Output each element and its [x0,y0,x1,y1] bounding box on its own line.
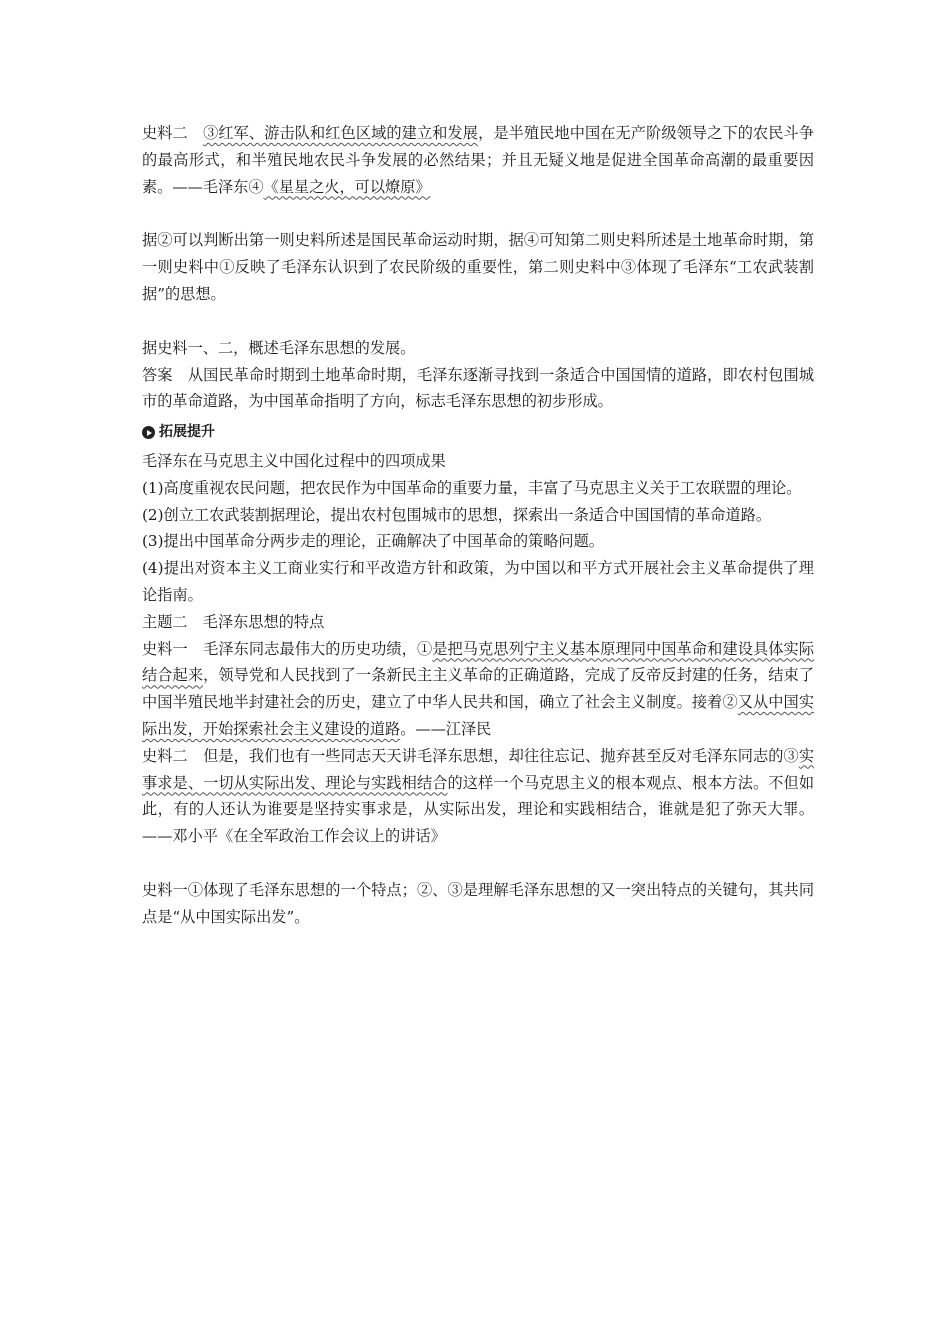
source-label: 史料二 [142,124,204,142]
tuozhan-label: 拓展提升 [159,424,215,441]
source-label: 史料二 [142,746,204,765]
achievements-title: 毛泽东在马克思主义中国化过程中的四项成果 [142,451,446,470]
underlined-phrase: 又从中国实际出发，开始探索社会主义建设的道路 [142,693,815,738]
analysis-paragraph-1: 据②可以判断出第一则史料所述是国民革命运动时期，据④可知第二则史料所述是土地革命时期，第一则史料中①反映了毛泽东认识到了农民阶级的重要性，第二则史料中③体现了毛泽东“工农武装割据”的思想。 [142,231,814,303]
tuozhan-heading [142,419,814,446]
source-passage-1 [142,636,814,743]
achievement-item: (1)高度重视农民问题，把农民作为中国革命的重要力量，丰富了马克思主义关于工农联盟的理论。 [142,478,802,497]
underlined-phrase: 实事求是、一切从实际出发、理论与实践相结合 [142,746,815,792]
theme-heading: 主题二 毛泽东思想的特点 [142,612,325,631]
source-passage-2-block [142,120,814,200]
play-circle-icon [142,426,155,439]
source-passage-2 [142,743,814,850]
source-text: ，是半殖民地中国在无产阶级领导之下的农民斗争的最高形式，和半殖民地农民斗争发展的必然结果；并且无疑义地是促进全国革命高潮的最重要因素。——毛泽东④ [142,124,815,196]
achievement-item: (3)提出中国革命分两步走的理论，正确解决了中国革命的策略问题。 [142,532,604,551]
source-text: 但是，我们也有一些同志天天讲毛泽东思想，却往往忘记、抛弃甚至反对毛泽东同志的③ [203,746,799,765]
analysis-paragraph-2: 史料一①体现了毛泽东思想的一个特点；②、③是理解毛泽东思想的又一突出特点的关键句，其共同点是“从中国实际出发”。 [142,880,814,926]
source-text: ，领导党和人民找到了一条新民主主义革命的正确道路，完成了反帝反封建的任务，结束了中国半殖民地半封建社会的历史，建立了中华人民共和国，确立了社会主义制度。接着② [142,666,815,712]
source-text: 。——江泽民 [400,719,492,738]
source-text: 毛泽东同志最伟大的历史功绩，① [203,639,433,658]
achievement-item: (4)提出对资本主义工商业实行和平改造方针和政策，为中国以和平方式开展社会主义革命提供了理论指南。 [142,559,814,604]
question-text: 据史料一、二，概述毛泽东思想的发展。 [142,338,416,357]
achievement-item: (2)创立工农武装割据理论，提出农村包围城市的思想，探索出一条适合中国国情的革命道路。 [142,505,772,524]
document-body [142,120,814,931]
source-label: 史料一 [142,639,204,658]
source-text: 的这样一个马克思主义的根本观点、根本方法。不但如此，有的人还认为谁要是坚持实事求是，从实际出发，理论和实践相结合，谁就是犯了弥天大罪。——邓小平《在全军政治工作会议上的讲话》 [142,773,815,846]
underlined-phrase: ③红军、游击队和红色区域的建立和发展 [203,124,479,142]
underlined-citation: 《星星之火，可以燎原》 [263,177,431,196]
answer-text: 答案 从国民革命时期到土地革命时期，毛泽东逐渐寻找到一条适合中国国情的道路，即农村包围城市的革命道路，为中国革命指明了方向，标志毛泽东思想的初步形成。 [142,365,814,411]
underlined-phrase: 是把马克思列宁主义基本原理同中国革命和建设具体实际结合起来 [142,639,815,685]
